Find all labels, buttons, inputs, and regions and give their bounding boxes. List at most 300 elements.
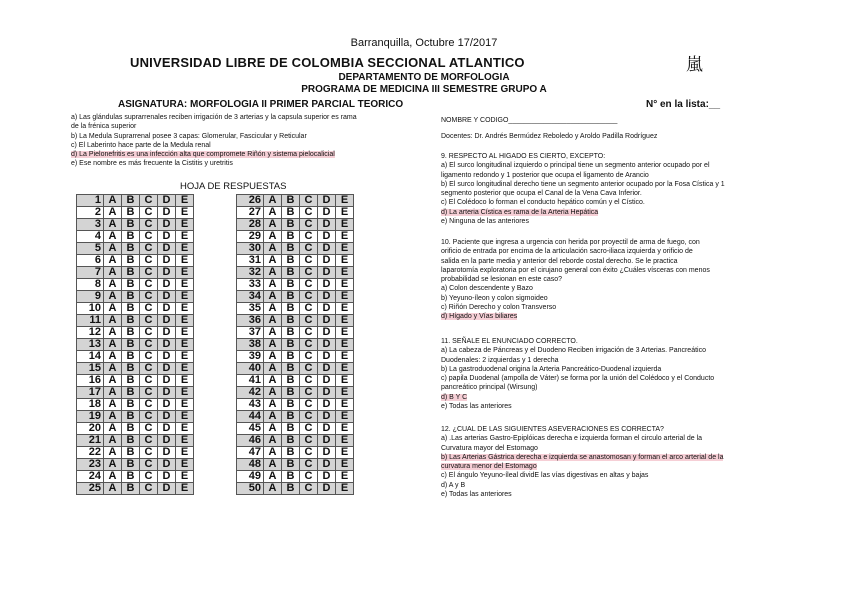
answer-option-d[interactable]: D bbox=[318, 291, 336, 303]
question-option: e) Ninguna de las anteriores bbox=[441, 218, 529, 226]
answer-option-c[interactable]: C bbox=[140, 231, 158, 243]
answer-row bbox=[237, 195, 354, 207]
answer-option-b[interactable]: B bbox=[122, 387, 140, 399]
answer-option-c[interactable]: C bbox=[300, 315, 318, 327]
answer-option-c[interactable]: C bbox=[140, 207, 158, 219]
answer-option-e[interactable]: E bbox=[336, 339, 354, 351]
answer-grid-left bbox=[76, 194, 194, 495]
answer-option-c[interactable]: C bbox=[140, 411, 158, 423]
answer-row bbox=[77, 195, 194, 207]
answer-option-c[interactable]: C bbox=[300, 207, 318, 219]
answer-option-a[interactable]: A bbox=[104, 207, 122, 219]
answer-option-e[interactable]: E bbox=[336, 207, 354, 219]
answer-option-a[interactable]: A bbox=[264, 459, 282, 471]
answer-option-b[interactable]: B bbox=[122, 459, 140, 471]
answer-option-d[interactable]: D bbox=[158, 231, 176, 243]
answer-option-b[interactable]: B bbox=[282, 399, 300, 411]
list-number-field: N° en la lista:__ bbox=[646, 99, 721, 110]
answer-option-e[interactable]: E bbox=[176, 267, 194, 279]
answer-option-b[interactable]: B bbox=[122, 291, 140, 303]
answer-option-d[interactable]: D bbox=[158, 327, 176, 339]
answer-option-d[interactable]: D bbox=[158, 399, 176, 411]
answer-option-c[interactable]: C bbox=[140, 399, 158, 411]
answer-option-c[interactable]: C bbox=[140, 303, 158, 315]
answer-row bbox=[77, 435, 194, 447]
answer-option-e[interactable]: E bbox=[336, 279, 354, 291]
answer-option-b[interactable]: B bbox=[282, 423, 300, 435]
answer-option-e[interactable]: E bbox=[336, 255, 354, 267]
answer-option-c[interactable]: C bbox=[300, 267, 318, 279]
answer-option-c[interactable]: C bbox=[300, 195, 318, 207]
answer-option-d[interactable]: D bbox=[158, 243, 176, 255]
answer-option-a[interactable]: A bbox=[104, 327, 122, 339]
answer-option-e[interactable]: E bbox=[176, 327, 194, 339]
answer-option-d[interactable]: D bbox=[318, 219, 336, 231]
answer-option-e[interactable]: E bbox=[336, 471, 354, 483]
answer-option-d[interactable]: D bbox=[158, 447, 176, 459]
answer-option-c[interactable]: C bbox=[300, 243, 318, 255]
answer-option-e[interactable]: E bbox=[176, 279, 194, 291]
answer-option-a[interactable]: A bbox=[104, 303, 122, 315]
answer-number: 36 bbox=[237, 315, 264, 327]
answer-option-a[interactable]: A bbox=[104, 471, 122, 483]
answer-option-d[interactable]: D bbox=[158, 411, 176, 423]
answer-option-e[interactable]: E bbox=[336, 303, 354, 315]
answer-option-d[interactable]: D bbox=[318, 447, 336, 459]
answer-option-d[interactable]: D bbox=[158, 291, 176, 303]
answer-option-a[interactable]: A bbox=[104, 447, 122, 459]
answer-option-a[interactable]: A bbox=[104, 219, 122, 231]
answer-grid-right bbox=[236, 194, 354, 495]
answer-option-d[interactable]: D bbox=[158, 339, 176, 351]
answer-option-a[interactable]: A bbox=[264, 327, 282, 339]
answer-option-b[interactable]: B bbox=[122, 195, 140, 207]
answer-option-c[interactable]: C bbox=[140, 435, 158, 447]
answer-option-a[interactable]: A bbox=[264, 291, 282, 303]
answer-option-a[interactable]: A bbox=[264, 351, 282, 363]
answer-number: 28 bbox=[237, 219, 264, 231]
answer-option-c[interactable]: C bbox=[300, 375, 318, 387]
answer-number: 49 bbox=[237, 471, 264, 483]
answer-option-c[interactable]: C bbox=[140, 423, 158, 435]
answer-option-b[interactable]: B bbox=[122, 255, 140, 267]
answer-option-e[interactable]: E bbox=[336, 315, 354, 327]
answer-option-c[interactable]: C bbox=[300, 411, 318, 423]
answer-option-e[interactable]: E bbox=[336, 483, 354, 495]
answer-option-c[interactable]: C bbox=[140, 363, 158, 375]
answer-option-a[interactable]: A bbox=[104, 267, 122, 279]
answer-option-a[interactable]: A bbox=[264, 231, 282, 243]
answer-option-c[interactable]: C bbox=[300, 387, 318, 399]
answer-option-c[interactable]: C bbox=[140, 387, 158, 399]
answer-option-e[interactable]: E bbox=[176, 435, 194, 447]
answer-option-d[interactable]: D bbox=[158, 315, 176, 327]
answer-option-e[interactable]: E bbox=[336, 387, 354, 399]
answer-option-d[interactable]: D bbox=[158, 279, 176, 291]
answer-option-b[interactable]: B bbox=[282, 435, 300, 447]
answer-option-d[interactable]: D bbox=[318, 423, 336, 435]
option-line: c) El Laberinto hace parte de la Medula renal bbox=[71, 141, 211, 149]
question-text: probabilidad se lesionan en este caso? bbox=[441, 276, 563, 284]
answer-option-e[interactable]: E bbox=[176, 291, 194, 303]
answer-option-a[interactable]: A bbox=[264, 207, 282, 219]
answer-option-a[interactable]: A bbox=[104, 411, 122, 423]
answer-option-e[interactable]: E bbox=[176, 363, 194, 375]
answer-option-d[interactable]: D bbox=[158, 375, 176, 387]
answer-row bbox=[77, 387, 194, 399]
answer-number: 2 bbox=[77, 207, 104, 219]
answer-option-b[interactable]: B bbox=[122, 339, 140, 351]
answer-option-c[interactable]: C bbox=[140, 339, 158, 351]
answer-option-a[interactable]: A bbox=[104, 255, 122, 267]
question-option: d) La arteria Cística es rama de la Arteria Hepática bbox=[441, 208, 599, 216]
program-title: PROGRAMA DE MEDICINA III SEMESTRE GRUPO A bbox=[301, 84, 547, 95]
answer-option-c[interactable]: C bbox=[140, 315, 158, 327]
answer-option-c[interactable]: C bbox=[300, 399, 318, 411]
answer-option-d[interactable]: D bbox=[158, 351, 176, 363]
answer-option-a[interactable]: A bbox=[104, 315, 122, 327]
answer-option-e[interactable]: E bbox=[336, 267, 354, 279]
answer-option-d[interactable]: D bbox=[318, 315, 336, 327]
answer-option-b[interactable]: B bbox=[282, 459, 300, 471]
answer-option-a[interactable]: A bbox=[264, 279, 282, 291]
answer-option-c[interactable]: C bbox=[300, 231, 318, 243]
answer-option-e[interactable]: E bbox=[176, 351, 194, 363]
answer-option-d[interactable]: D bbox=[158, 303, 176, 315]
answer-option-c[interactable]: C bbox=[140, 279, 158, 291]
answer-option-b[interactable]: B bbox=[282, 219, 300, 231]
answer-option-b[interactable]: B bbox=[122, 327, 140, 339]
department-title: DEPARTAMENTO DE MORFOLOGIA bbox=[338, 72, 510, 83]
answer-option-c[interactable]: C bbox=[300, 483, 318, 495]
answer-option-b[interactable]: B bbox=[282, 387, 300, 399]
question-option: curvatura menor del Estomago bbox=[441, 463, 537, 471]
answer-option-c[interactable]: C bbox=[140, 351, 158, 363]
answer-option-e[interactable]: E bbox=[176, 315, 194, 327]
answer-option-c[interactable]: C bbox=[300, 459, 318, 471]
answer-option-a[interactable]: A bbox=[264, 243, 282, 255]
answer-option-e[interactable]: E bbox=[336, 423, 354, 435]
answer-option-d[interactable]: D bbox=[158, 387, 176, 399]
answer-option-c[interactable]: C bbox=[140, 195, 158, 207]
answer-option-c[interactable]: C bbox=[140, 447, 158, 459]
answer-option-a[interactable]: A bbox=[264, 447, 282, 459]
answer-option-e[interactable]: E bbox=[176, 339, 194, 351]
answer-option-c[interactable]: C bbox=[300, 279, 318, 291]
answer-option-d[interactable]: D bbox=[318, 303, 336, 315]
answer-option-d[interactable]: D bbox=[318, 255, 336, 267]
answer-option-a[interactable]: A bbox=[264, 267, 282, 279]
answer-option-c[interactable]: C bbox=[300, 339, 318, 351]
answer-row bbox=[237, 471, 354, 483]
answer-option-b[interactable]: B bbox=[122, 267, 140, 279]
answer-option-e[interactable]: E bbox=[336, 447, 354, 459]
answer-option-c[interactable]: C bbox=[300, 351, 318, 363]
answer-option-e[interactable]: E bbox=[176, 207, 194, 219]
answer-row bbox=[237, 267, 354, 279]
answer-option-b[interactable]: B bbox=[282, 195, 300, 207]
answer-option-d[interactable]: D bbox=[318, 279, 336, 291]
answer-option-d[interactable]: D bbox=[158, 459, 176, 471]
answer-option-b[interactable]: B bbox=[122, 483, 140, 495]
answer-row bbox=[237, 387, 354, 399]
answer-option-a[interactable]: A bbox=[264, 195, 282, 207]
answer-option-b[interactable]: B bbox=[282, 315, 300, 327]
answer-option-b[interactable]: B bbox=[122, 303, 140, 315]
answer-option-e[interactable]: E bbox=[336, 351, 354, 363]
answer-option-c[interactable]: C bbox=[140, 459, 158, 471]
answer-option-b[interactable]: B bbox=[122, 447, 140, 459]
answer-number: 17 bbox=[77, 387, 104, 399]
answer-option-b[interactable]: B bbox=[282, 279, 300, 291]
answer-option-c[interactable]: C bbox=[140, 483, 158, 495]
answer-option-c[interactable]: C bbox=[140, 471, 158, 483]
answer-row bbox=[237, 231, 354, 243]
answer-option-e[interactable]: E bbox=[176, 459, 194, 471]
question-option: b) El surco longitudinal derecho tiene un segmento anterior ocupado por la Fosa Cística y 1 bbox=[441, 180, 725, 188]
answer-option-e[interactable]: E bbox=[176, 255, 194, 267]
answer-row bbox=[77, 291, 194, 303]
answer-option-e[interactable]: E bbox=[176, 399, 194, 411]
answer-option-b[interactable]: B bbox=[122, 471, 140, 483]
answer-option-e[interactable]: E bbox=[336, 243, 354, 255]
answer-option-d[interactable]: D bbox=[318, 435, 336, 447]
answer-option-a[interactable]: A bbox=[104, 195, 122, 207]
answer-option-d[interactable]: D bbox=[318, 351, 336, 363]
answer-option-e[interactable]: E bbox=[176, 243, 194, 255]
option-line: b) La Medula Suprarrenal posee 3 capas: Glomerular, Fascicular y Reticular bbox=[71, 132, 307, 140]
answer-number: 34 bbox=[237, 291, 264, 303]
answer-option-b[interactable]: B bbox=[282, 339, 300, 351]
answer-option-c[interactable]: C bbox=[300, 435, 318, 447]
answer-number: 16 bbox=[77, 375, 104, 387]
answer-option-b[interactable]: B bbox=[282, 363, 300, 375]
answer-option-b[interactable]: B bbox=[122, 351, 140, 363]
answer-option-d[interactable]: D bbox=[158, 267, 176, 279]
answer-option-b[interactable]: B bbox=[122, 243, 140, 255]
answer-option-c[interactable]: C bbox=[140, 243, 158, 255]
answer-option-a[interactable]: A bbox=[264, 471, 282, 483]
answer-option-a[interactable]: A bbox=[264, 411, 282, 423]
answer-option-b[interactable]: B bbox=[282, 303, 300, 315]
answer-option-c[interactable]: C bbox=[140, 375, 158, 387]
answer-option-a[interactable]: A bbox=[264, 399, 282, 411]
answer-option-a[interactable]: A bbox=[264, 339, 282, 351]
answer-option-b[interactable]: B bbox=[282, 411, 300, 423]
answer-option-c[interactable]: C bbox=[300, 447, 318, 459]
answer-option-a[interactable]: A bbox=[104, 339, 122, 351]
answer-option-a[interactable]: A bbox=[264, 435, 282, 447]
question-option: d) Hígado y Vías biliares bbox=[441, 313, 518, 321]
answer-option-a[interactable]: A bbox=[104, 399, 122, 411]
answer-row bbox=[77, 303, 194, 315]
answer-option-c[interactable]: C bbox=[300, 255, 318, 267]
answer-option-b[interactable]: B bbox=[282, 267, 300, 279]
answer-option-a[interactable]: A bbox=[104, 423, 122, 435]
answer-option-a[interactable]: A bbox=[264, 219, 282, 231]
answer-option-d[interactable]: D bbox=[318, 327, 336, 339]
answer-option-b[interactable]: B bbox=[282, 243, 300, 255]
answer-option-e[interactable]: E bbox=[176, 423, 194, 435]
answer-option-b[interactable]: B bbox=[122, 435, 140, 447]
answer-option-d[interactable]: D bbox=[158, 363, 176, 375]
answer-option-e[interactable]: E bbox=[176, 387, 194, 399]
question-option: Duodenales: 2 izquierdas y 1 derecha bbox=[441, 356, 559, 364]
answer-option-b[interactable]: B bbox=[122, 219, 140, 231]
answer-option-e[interactable]: E bbox=[336, 375, 354, 387]
answer-option-d[interactable]: D bbox=[318, 483, 336, 495]
answer-number: 30 bbox=[237, 243, 264, 255]
answer-option-c[interactable]: C bbox=[140, 327, 158, 339]
answer-option-b[interactable]: B bbox=[282, 375, 300, 387]
answer-option-a[interactable]: A bbox=[264, 315, 282, 327]
answer-option-a[interactable]: A bbox=[104, 351, 122, 363]
answer-option-d[interactable]: D bbox=[318, 339, 336, 351]
answer-option-b[interactable]: B bbox=[122, 207, 140, 219]
answer-option-b[interactable]: B bbox=[282, 447, 300, 459]
answer-number: 4 bbox=[77, 231, 104, 243]
answer-option-c[interactable]: C bbox=[300, 303, 318, 315]
answer-option-e[interactable]: E bbox=[176, 483, 194, 495]
answer-number: 15 bbox=[77, 363, 104, 375]
answer-option-d[interactable]: D bbox=[158, 471, 176, 483]
answer-option-d[interactable]: D bbox=[318, 411, 336, 423]
answer-option-d[interactable]: D bbox=[158, 423, 176, 435]
answer-option-a[interactable]: A bbox=[104, 387, 122, 399]
answer-option-c[interactable]: C bbox=[300, 219, 318, 231]
answer-option-b[interactable]: B bbox=[122, 363, 140, 375]
answer-option-c[interactable]: C bbox=[300, 291, 318, 303]
answer-row bbox=[237, 255, 354, 267]
answer-option-e[interactable]: E bbox=[176, 471, 194, 483]
answer-option-e[interactable]: E bbox=[176, 447, 194, 459]
answer-row bbox=[237, 483, 354, 495]
answer-option-b[interactable]: B bbox=[122, 399, 140, 411]
answer-option-d[interactable]: D bbox=[158, 435, 176, 447]
answer-option-a[interactable]: A bbox=[264, 483, 282, 495]
question-text: laparotomía exploratoria por el cirujano general con éxito ¿Cuáles vísceras con menos bbox=[441, 266, 710, 274]
answer-number: 29 bbox=[237, 231, 264, 243]
answer-row bbox=[77, 459, 194, 471]
answer-option-c[interactable]: C bbox=[300, 363, 318, 375]
answer-option-d[interactable]: D bbox=[318, 375, 336, 387]
answer-option-c[interactable]: C bbox=[140, 291, 158, 303]
answer-option-d[interactable]: D bbox=[318, 399, 336, 411]
answer-option-a[interactable]: A bbox=[264, 387, 282, 399]
answer-option-b[interactable]: B bbox=[282, 291, 300, 303]
answer-option-e[interactable]: E bbox=[336, 195, 354, 207]
answer-option-c[interactable]: C bbox=[300, 423, 318, 435]
answer-option-e[interactable]: E bbox=[176, 219, 194, 231]
answer-option-a[interactable]: A bbox=[264, 375, 282, 387]
answer-option-d[interactable]: D bbox=[318, 363, 336, 375]
answer-option-e[interactable]: E bbox=[336, 363, 354, 375]
answer-option-b[interactable]: B bbox=[282, 351, 300, 363]
answer-row bbox=[237, 351, 354, 363]
answer-option-d[interactable]: D bbox=[318, 243, 336, 255]
answer-option-c[interactable]: C bbox=[140, 267, 158, 279]
answer-row bbox=[237, 207, 354, 219]
answer-option-b[interactable]: B bbox=[282, 231, 300, 243]
answer-number: 27 bbox=[237, 207, 264, 219]
answer-option-b[interactable]: B bbox=[282, 207, 300, 219]
answer-option-d[interactable]: D bbox=[318, 459, 336, 471]
answer-option-e[interactable]: E bbox=[336, 291, 354, 303]
answer-option-d[interactable]: D bbox=[158, 219, 176, 231]
answer-option-a[interactable]: A bbox=[264, 423, 282, 435]
answer-option-e[interactable]: E bbox=[336, 231, 354, 243]
answer-option-b[interactable]: B bbox=[122, 315, 140, 327]
answer-option-e[interactable]: E bbox=[176, 375, 194, 387]
answer-option-e[interactable]: E bbox=[336, 411, 354, 423]
answer-option-c[interactable]: C bbox=[140, 219, 158, 231]
answer-option-e[interactable]: E bbox=[176, 231, 194, 243]
answer-option-e[interactable]: E bbox=[176, 411, 194, 423]
answer-option-d[interactable]: D bbox=[318, 387, 336, 399]
answer-number: 22 bbox=[77, 447, 104, 459]
answer-row bbox=[77, 279, 194, 291]
answer-option-c[interactable]: C bbox=[300, 471, 318, 483]
answer-option-e[interactable]: E bbox=[336, 327, 354, 339]
answer-option-a[interactable]: A bbox=[264, 255, 282, 267]
answer-option-a[interactable]: A bbox=[104, 363, 122, 375]
answer-option-a[interactable]: A bbox=[104, 483, 122, 495]
answer-option-c[interactable]: C bbox=[140, 255, 158, 267]
answer-option-b[interactable]: B bbox=[122, 279, 140, 291]
answer-number: 7 bbox=[77, 267, 104, 279]
answer-option-d[interactable]: D bbox=[318, 267, 336, 279]
answer-option-e[interactable]: E bbox=[176, 195, 194, 207]
answer-option-b[interactable]: B bbox=[122, 423, 140, 435]
answer-option-a[interactable]: A bbox=[104, 231, 122, 243]
answer-option-d[interactable]: D bbox=[318, 207, 336, 219]
answer-option-b[interactable]: B bbox=[122, 411, 140, 423]
answer-option-d[interactable]: D bbox=[158, 483, 176, 495]
answer-option-d[interactable]: D bbox=[318, 195, 336, 207]
answer-option-a[interactable]: A bbox=[264, 363, 282, 375]
answer-number: 41 bbox=[237, 375, 264, 387]
answer-option-e[interactable]: E bbox=[336, 435, 354, 447]
answer-option-d[interactable]: D bbox=[158, 255, 176, 267]
answer-option-a[interactable]: A bbox=[104, 435, 122, 447]
answer-option-b[interactable]: B bbox=[282, 471, 300, 483]
answer-option-a[interactable]: A bbox=[104, 375, 122, 387]
answer-option-d[interactable]: D bbox=[158, 195, 176, 207]
answer-option-e[interactable]: E bbox=[176, 303, 194, 315]
answer-option-d[interactable]: D bbox=[318, 231, 336, 243]
answer-option-d[interactable]: D bbox=[158, 207, 176, 219]
question-text: 10. Paciente que ingresa a urgencia con herida por proyectil de arma de fuego, con bbox=[441, 239, 700, 246]
question-option: ligamento redondo y 1 posterior que ocupa el ligamento de Arancio bbox=[441, 171, 649, 179]
answer-option-d[interactable]: D bbox=[318, 471, 336, 483]
answer-option-a[interactable]: A bbox=[104, 243, 122, 255]
answer-option-b[interactable]: B bbox=[282, 483, 300, 495]
answer-number: 35 bbox=[237, 303, 264, 315]
answer-option-a[interactable]: A bbox=[104, 459, 122, 471]
answer-option-e[interactable]: E bbox=[336, 459, 354, 471]
answer-option-a[interactable]: A bbox=[104, 279, 122, 291]
answer-row bbox=[237, 291, 354, 303]
answer-option-c[interactable]: C bbox=[300, 327, 318, 339]
answer-option-b[interactable]: B bbox=[122, 375, 140, 387]
answer-option-a[interactable]: A bbox=[264, 303, 282, 315]
answer-option-b[interactable]: B bbox=[282, 255, 300, 267]
answer-option-e[interactable]: E bbox=[336, 219, 354, 231]
answer-option-a[interactable]: A bbox=[104, 291, 122, 303]
answer-option-b[interactable]: B bbox=[282, 327, 300, 339]
answer-option-e[interactable]: E bbox=[336, 399, 354, 411]
answer-option-b[interactable]: B bbox=[122, 231, 140, 243]
